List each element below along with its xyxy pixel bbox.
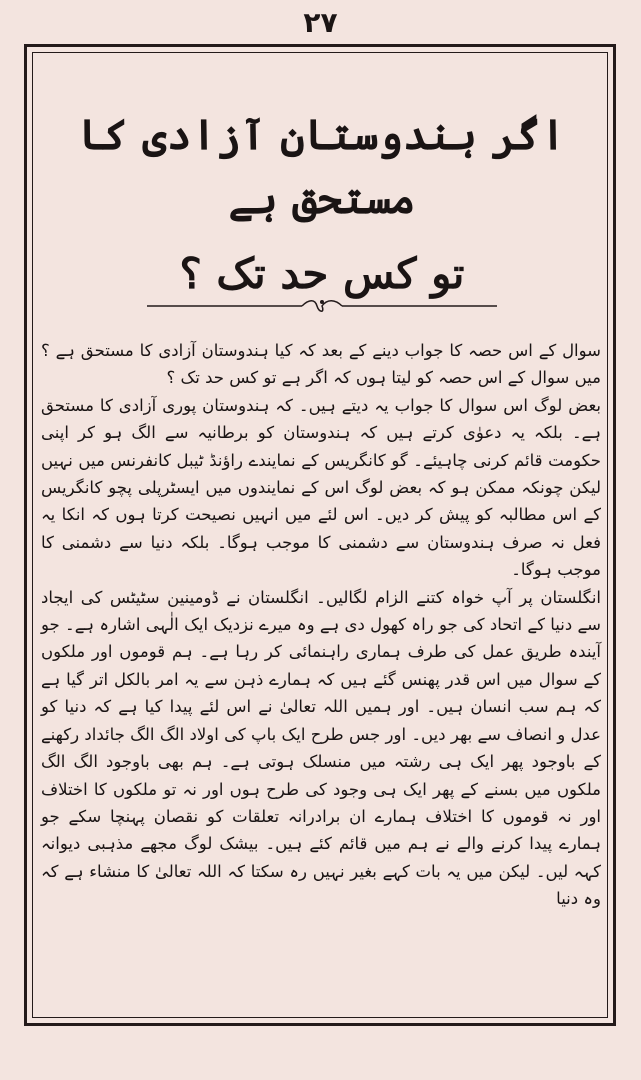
paragraph-1: سوال کے اس حصہ کا جواب دینے کے بعد کہ کیا ہندوستان آزادی کا مستحق ہے ؟ میں سوال کے اس حصہ کو لیتا ہوں کہ اگر ہے تو کس حد تک ؟ — [41, 341, 601, 388]
divider-ornament — [147, 299, 497, 313]
paragraph-2: بعض لوگ اس سوال کا جواب یہ دیتے ہیں۔ کہ ہندوستان پوری آزادی کا مستحق ہے۔ بلکہ یہ دعوٰی کرتے ہیں کہ ہندوستان کو برطانیہ سے الگ ہو کر اپنی حکومت قائم کرنی چاہیئے۔ گو کانگریس کے نمایندے راؤنڈ ٹیبل کانفرنس میں نہیں لیکن چونکہ ممکن ہو کہ بعض لوگ اس کے نمایندوں میں ایسٹرپلی پچو کانگریس کے اس مطالبہ کو پیش کر دیں۔ اس لئے میں انہیں نصیحت کرتا ہوں کہ انکا یہ فعل نہ صرف ہندوستان سے دشمنی کا موجب ہوگا۔ بلکہ دنیا سے دشمنی کا موجب ہوگا۔ — [41, 395, 601, 580]
page-border — [24, 44, 616, 1026]
page-number: ٢٧ — [303, 6, 338, 39]
chapter-title — [57, 103, 587, 309]
title-line-2: تو کس حد تک ؟ — [179, 249, 465, 298]
paragraph-3: انگلستان پر آپ خواہ کتنے الزام لگالیں۔ انگلستان نے ڈومینین سٹیٹس کی ایجاد سے دنیا کے اتحاد کی جو راہ کھول دی ہے وہ میرے نزدیک ایک الٰہی اشارہ ہے۔ جو آیندہ طریق عمل کی طرف ہماری راہنمائی کر رہا ہے۔ ہم قوموں اور ملکوں کے سوال میں اس قدر پھنس گئے ہیں کہ ہمارے ذہن سے یہ امر بالکل اتر گیا ہے کہ ہم سب انسان ہیں۔ اور ہمیں اللہ تعالیٰ نے اس لئے پیدا کیا ہے کہ دنیا کو عدل و انصاف سے بھر دیں۔ اور جس طرح ایک باپ کی اولاد الگ الگ جائداد رکھنے کے باوجود پھر ایک ہی رشتہ میں منسلک ہوتی ہے۔ ہم بھی باوجود الگ الگ ملکوں میں بسنے کے پھر ایک ہی وجود کی طرح ہوں اور نہ تو ملکوں کا اختلاف اور نہ قوموں کا اختلاف ہمارے ان برادرانہ تعلقات کو نقصان پہنچا سکے جو ہمارے پیدا کرنے والے نے ہم میں قائم کئے ہیں۔ بیشک لوگ مجھے مذہبی دیوانہ کہہ لیں۔ لیکن میں یہ بات کہے بغیر نہیں رہ سکتا کہ اللہ تعالیٰ کا منشاء ہے کہ وہ دنیا — [41, 587, 601, 909]
body-text — [41, 337, 601, 913]
title-line-1: اگر ہندوستان آزادی کا مستحق ہے — [78, 110, 566, 223]
